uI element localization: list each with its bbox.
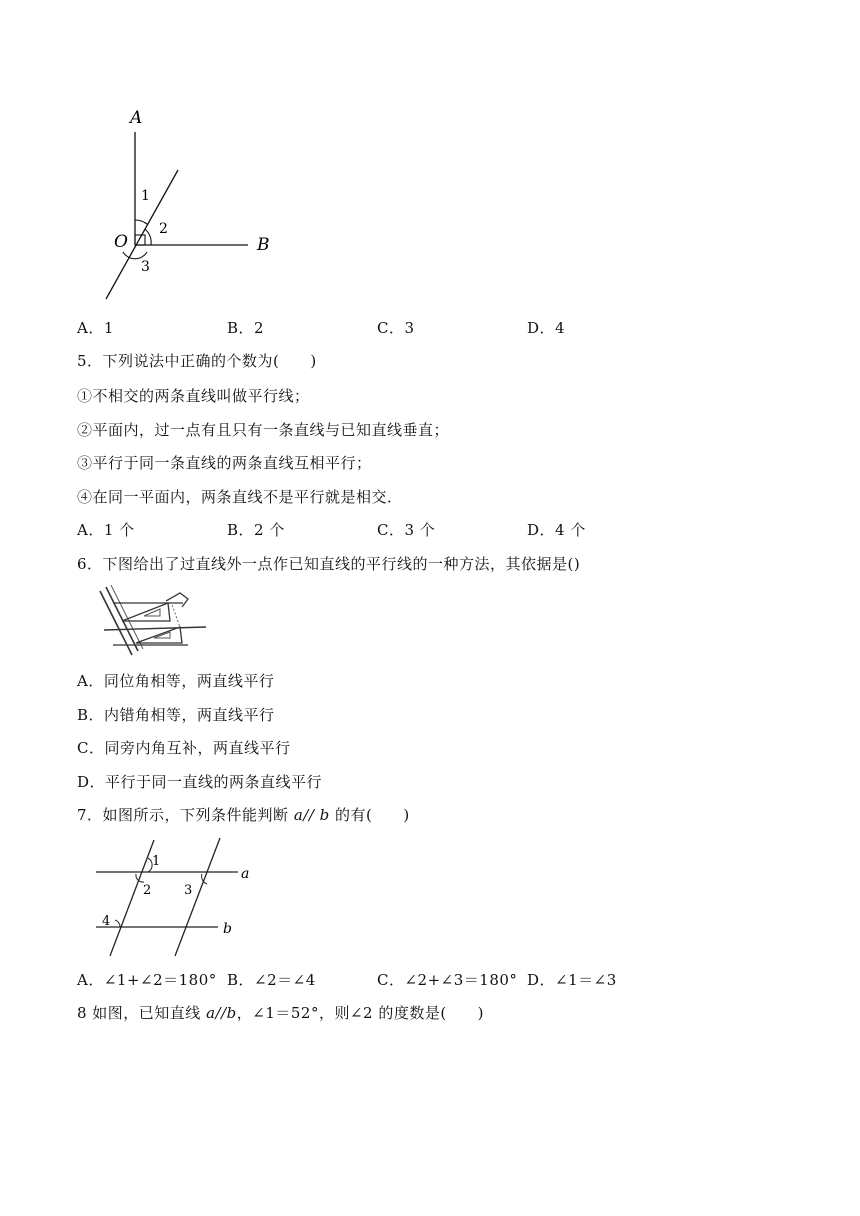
transversal-left [110,840,154,956]
q4-option-d: D．4 [527,319,566,337]
q4-option-a: A．1 [77,319,114,337]
label-b: b [223,921,232,937]
q7-option-c: C．∠2+∠3＝180° [377,971,518,989]
q6-option-a: A．同位角相等，两直线平行 [77,672,275,690]
q5-statement-2: ②平面内，过一点有且只有一条直线与已知直线垂直； [77,421,450,439]
label-2: 2 [143,883,152,898]
set-square-upper [122,603,170,621]
q5-option-b: B．2 个 [227,521,285,539]
q4-option-c: C．3 [377,319,415,337]
q6-option-b: B．内错角相等，两直线平行 [77,706,275,724]
q8-stem-rest: ，∠1＝52°，则∠2 的度数是( ) [236,1004,485,1022]
label-3: 3 [141,259,150,275]
ruler-edge-3 [111,585,143,649]
q6-option-d: D．平行于同一直线的两条直线平行 [77,773,323,791]
q7-stem-suffix: 的有( ) [329,806,410,824]
q7-stem-prefix: 7．如图所示，下列条件能判断 [77,806,294,824]
set-square-upper-inner [144,609,160,616]
q7-option-a: A．∠1+∠2＝180° [77,971,217,989]
label-a: a [241,866,250,882]
q5-option-d: D．4 个 [527,521,586,539]
q8-stem-math: a//b [206,1004,237,1022]
q5-statement-4: ④在同一平面内，两条直线不是平行就是相交． [77,488,403,506]
q7-stem-math: a// b [293,806,330,824]
angle-1-arc [135,220,147,224]
label-4: 4 [102,914,111,929]
label-o: O [114,232,128,252]
label-1: 1 [141,188,150,204]
figure-set-square-construction [98,585,210,657]
q5-option-a: A．1 个 [77,521,135,539]
label-b: B [257,235,270,255]
figure-angles-aob [95,105,295,305]
q4-option-b: B．2 [227,319,265,337]
transversal-right [175,838,220,956]
figure-parallel-lines-ab [88,836,258,956]
label-a: A [130,108,143,128]
q5-statement-1: ①不相交的两条直线叫做平行线； [77,387,310,405]
q8-stem [77,1002,484,1023]
angle-3-arc [123,252,147,259]
q6-stem: 6．下图给出了过直线外一点作已知直线的平行线的一种方法，其依据是() [77,555,581,573]
angle-2-arc [145,229,151,245]
ruler-edge-2 [106,587,138,651]
q7-stem [77,804,410,825]
q7-option-b: B．∠2＝∠4 [227,971,316,989]
q7-option-d: D．∠1＝∠3 [527,971,617,989]
q8-stem-prefix: 8 如图，已知直线 [77,1004,207,1022]
q5-stem: 5．下列说法中正确的个数为( ) [77,352,317,370]
dotted-guide [172,605,180,627]
pencil [166,593,188,607]
label-1: 1 [152,854,161,869]
q5-option-c: C．3 个 [377,521,436,539]
angle-4-arc [115,920,120,927]
q5-statement-3: ③平行于同一条直线的两条直线互相平行； [77,454,372,472]
label-2: 2 [159,221,168,237]
q6-option-c: C．同旁内角互补，两直线平行 [77,739,291,757]
label-3: 3 [184,883,193,898]
